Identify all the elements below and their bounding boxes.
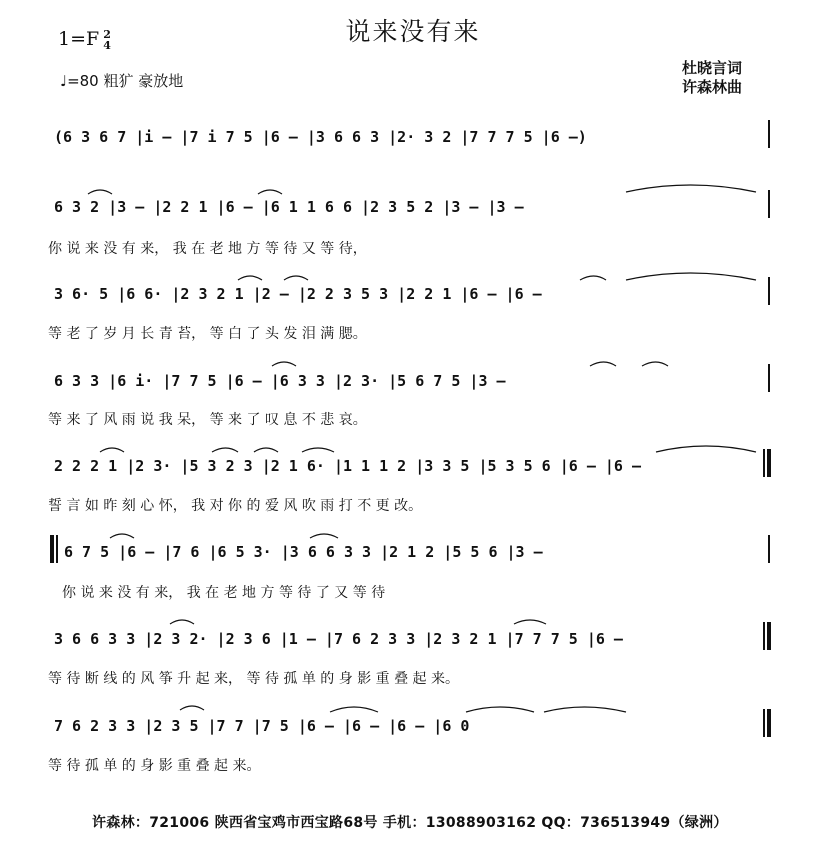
notation-line: 2 2 2 1 |2 3· |5 3 2 3 |2 1 6· |1 1 1 2 |3 3 5 |5 3 5 6 |6 – |6 – [54, 457, 641, 475]
barline [768, 120, 770, 148]
barline [763, 622, 765, 650]
barline [768, 535, 770, 563]
lyric-line: 等 待 断 线 的 风 筝 升 起 来， 等 待 孤 单 的 身 影 重 叠 起 来。 [48, 671, 460, 687]
lyric-line: 你 说 来 没 有 来， 我 在 老 地 方 等 待 又 等 待， [48, 241, 367, 257]
slur [170, 620, 194, 624]
slur [580, 276, 606, 280]
notation-line: (6 3 6 7 |i – |7 i 7 5 |6 – |3 6 6 3 |2· 3 2 |7 7 7 5 |6 –) [54, 128, 587, 146]
barline [768, 190, 770, 218]
slur [310, 534, 338, 538]
slur [514, 620, 546, 624]
song-title: 说来没有来 [345, 17, 481, 46]
final-barline-thick [767, 709, 771, 737]
slur [272, 362, 296, 366]
tie [466, 707, 534, 712]
notation-line: 6 7 5 |6 – |7 6 |6 5 3· |3 6 6 3 3 |2 1 2 |5 5 6 |3 – [64, 543, 543, 561]
time-sig-denominator: 4 [103, 39, 111, 52]
slur [284, 276, 308, 280]
slur [590, 362, 616, 366]
time-signature [103, 29, 111, 51]
tie [544, 707, 626, 712]
slur [238, 276, 262, 280]
tie [330, 707, 378, 712]
notation-line: 6 3 2 |3 – |2 2 1 |6 – |6 1 1 6 6 |2 3 5 2 |3 – |3 – [54, 198, 524, 216]
lyric-line: 等 老 了 岁 月 长 青 苔， 等 白 了 头 发 泪 满 腮。 [48, 326, 367, 342]
tie [626, 185, 756, 192]
slur [258, 190, 282, 194]
contact-footer: 许森林：721006 陕西省宝鸡市西宝路68号 手机：13088903162 QQ：736513949（绿洲） [92, 815, 728, 831]
lyric-line: 誓 言 如 昨 刻 心 怀， 我 对 你 的 爱 风 吹 雨 打 不 更 改。 [48, 498, 423, 514]
notation-line: 6 3 3 |6 i· |7 7 5 |6 – |6 3 3 |2 3· |5 6 7 5 |3 – [54, 372, 506, 390]
slur [180, 706, 204, 710]
composer-credit: 许森林曲 [682, 78, 743, 96]
barline [768, 277, 770, 305]
repeat-end-barline [767, 449, 771, 477]
tie [626, 273, 756, 280]
key-signature [58, 28, 111, 51]
time-sig-numerator: 2 [103, 28, 111, 41]
barline [768, 364, 770, 392]
notation-line: 3 6 6 3 3 |2 3 2· |2 3 6 |1 – |7 6 2 3 3 |2 3 2 1 |7 7 7 5 |6 – [54, 630, 623, 648]
slur [100, 448, 124, 452]
lyric-line: 等 来 了 风 雨 说 我 呆， 等 来 了 叹 息 不 悲 哀。 [48, 412, 367, 428]
notation-line: 7 6 2 3 3 |2 3 5 |7 7 |7 5 |6 – |6 – |6 – |6 0 [54, 717, 470, 735]
lyric-line: 等 待 孤 单 的 身 影 重 叠 起 来。 [48, 758, 261, 774]
final-barline-thin [763, 709, 765, 737]
notation-line: 3 6· 5 |6 6· |2 3 2 1 |2 – |2 2 3 5 3 |2 2 1 |6 – |6 – [54, 285, 542, 303]
lyricist-credit: 杜晓言词 [682, 59, 743, 77]
slur [254, 448, 278, 452]
repeat-end-barline [767, 622, 771, 650]
barline [56, 535, 58, 563]
slur [302, 448, 334, 452]
slur [110, 534, 134, 538]
tempo-marking: ♩=80 粗犷 豪放地 [60, 72, 184, 90]
lyric-line: 你 说 来 没 有 来， 我 在 老 地 方 等 待 了 又 等 待 [62, 585, 386, 601]
key-label: 1=F [58, 28, 100, 50]
slur [642, 362, 668, 366]
slur [212, 448, 238, 452]
repeat-start-barline [50, 535, 54, 563]
barline [763, 449, 765, 477]
tie [656, 446, 756, 452]
slur [88, 190, 112, 194]
